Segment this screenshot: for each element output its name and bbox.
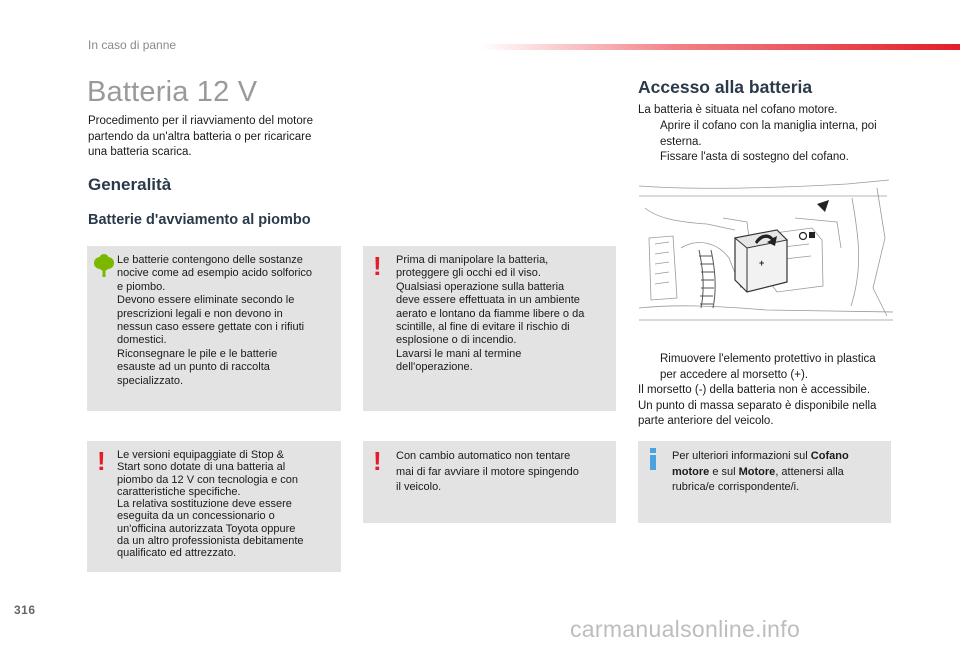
info-text-part: e sul bbox=[709, 465, 739, 478]
info-text-part: Per ulteriori informazioni sul bbox=[672, 450, 811, 462]
info-icon bbox=[647, 448, 659, 475]
eco-tree-icon bbox=[93, 254, 115, 283]
warning-handle-box bbox=[363, 246, 616, 411]
generalita-heading: Generalità bbox=[88, 175, 172, 194]
info-text bbox=[672, 449, 887, 496]
watermark: carmanualsonline.info bbox=[570, 616, 801, 642]
battery-location-text: La batteria è situata nel cofano motore. bbox=[638, 104, 838, 116]
info-box bbox=[638, 441, 891, 523]
eco-text: Le batterie contengono delle sostanze nocive come ad esempio acido solforico e piombo. Devono essere eliminate secondo le prescrizioni legali e non devono in nessun caso essere gettate con i rifiuti domestici. Riconsegnare le pile e le batterie esauste ad un punto di raccolta specializzato. bbox=[117, 254, 313, 387]
section-label: In caso di panne bbox=[88, 38, 177, 52]
warning-exclamation-icon: ! bbox=[373, 251, 382, 281]
warning-stopstart-text: Le versioni equipaggiate di Stop & Start sono dotate di una batteria al piombo da 12 V con tecnologia e con caratteristiche specifiche. La relativa sostituzione deve essere eseguita da un concessionario o un'officina autorizzata Toyota oppure da un altro professionista debitamente qualificato ed attrezzato. bbox=[117, 449, 304, 560]
access-step bbox=[638, 352, 898, 383]
warning-exclamation-icon: ! bbox=[373, 446, 382, 476]
battery-plus-terminal-label: + bbox=[759, 258, 765, 268]
intro-paragraph: Procedimento per il riavviamento del motore partendo da un'altra batteria o per ricaricare una batteria scarica. bbox=[88, 115, 313, 158]
terminal-info-text: Il morsetto (-) della batteria non è accessibile. Un punto di massa separato è disponibile nella parte anteriore del veicolo. bbox=[638, 384, 877, 427]
access-step bbox=[638, 119, 898, 150]
access-step-text: Rimuovere l'elemento protettivo in plastica per accedere al morsetto (+). bbox=[660, 353, 876, 381]
access-step-text: Aprire il cofano con la maniglia interna, poi esterna. bbox=[660, 120, 877, 148]
info-link-motore: Motore bbox=[738, 465, 776, 478]
access-step bbox=[638, 150, 898, 166]
eco-info-box bbox=[87, 246, 341, 411]
header-accent-bar bbox=[480, 44, 960, 50]
warning-auto-box bbox=[363, 441, 616, 523]
warning-auto-text: Con cambio automatico non tentare mai di far avviare il motore spingendo il veicolo. bbox=[396, 450, 579, 493]
battery-illustration bbox=[637, 178, 893, 328]
accesso-heading: Accesso alla batteria bbox=[638, 77, 813, 97]
page-number: 316 bbox=[14, 603, 36, 617]
warning-stopstart-box bbox=[87, 441, 341, 572]
info-link-cofano: Cofano motore bbox=[672, 450, 849, 478]
warning-handle-text: Prima di manipolare la batteria, proteggere gli occhi ed il viso. Qualsiasi operazione sulla batteria deve essere effettuata in un ambiente aerato e lontano da fiamme libere o da scintille, al fine di evitare il rischio di esplosione o di incendio. Lavarsi le mani al termine dell'operazione. bbox=[396, 254, 585, 374]
info-text-part: , attenersi alla rubrica/e corrispondente/i. bbox=[672, 465, 844, 493]
page-title: Batteria 12 V bbox=[87, 76, 258, 108]
access-step-text: Fissare l'asta di sostegno del cofano. bbox=[660, 151, 849, 163]
batterie-heading: Batterie d'avviamento al piombo bbox=[88, 212, 311, 228]
access-steps-list bbox=[638, 119, 898, 166]
warning-exclamation-icon: ! bbox=[97, 446, 106, 476]
step-remove-list bbox=[638, 352, 898, 383]
